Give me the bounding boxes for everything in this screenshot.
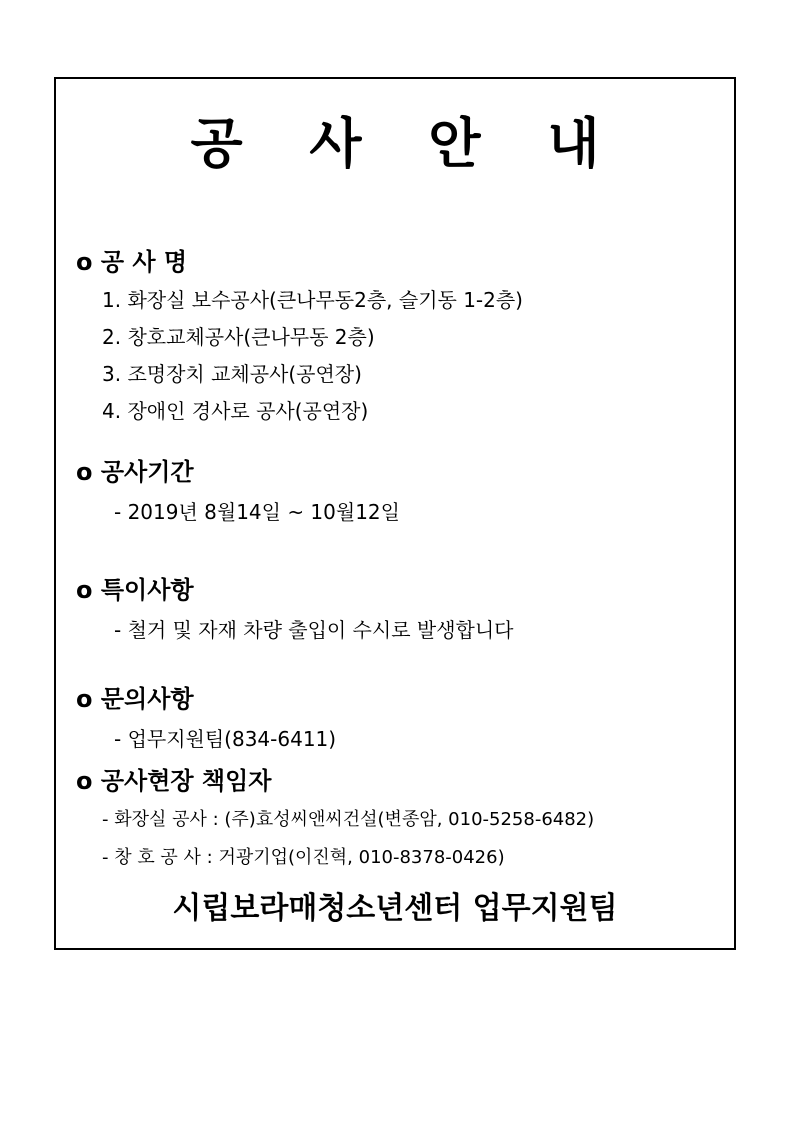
section-heading-notes: o 특이사항 xyxy=(76,576,194,604)
notice-box xyxy=(54,77,736,950)
inquiry-item: - 업무지원팀(834-6411) xyxy=(114,727,337,751)
project-item-3: 3. 조명장치 교체공사(공연장) xyxy=(102,362,362,386)
site-manager-item-2: - 창 호 공 사 : 거광기업(이진혁, 010-8378-0426) xyxy=(102,847,505,868)
section-heading-period: o 공사기간 xyxy=(76,458,194,486)
project-item-2: 2. 창호교체공사(큰나무동 2층) xyxy=(102,325,375,349)
site-manager-item-1: - 화장실 공사 : (주)효성씨앤씨건설(변종암, 010-5258-6482) xyxy=(102,809,595,830)
section-heading-inquiry: o 문의사항 xyxy=(76,685,194,713)
section-heading-site-manager: o 공사현장 책임자 xyxy=(76,767,272,795)
notes-item: - 철거 및 자재 차량 출입이 수시로 발생합니다 xyxy=(114,618,514,642)
footer-organization: 시립보라매청소년센터 업무지원팀 xyxy=(172,891,618,926)
notice-title: 공 사 안 내 xyxy=(190,112,624,175)
period-item: - 2019년 8월14일 ~ 10월12일 xyxy=(114,500,400,524)
project-item-1: 1. 화장실 보수공사(큰나무동2층, 슬기동 1-2층) xyxy=(102,288,523,312)
section-heading-project-name: o 공 사 명 xyxy=(76,248,188,276)
project-item-4: 4. 장애인 경사로 공사(공연장) xyxy=(102,399,369,423)
